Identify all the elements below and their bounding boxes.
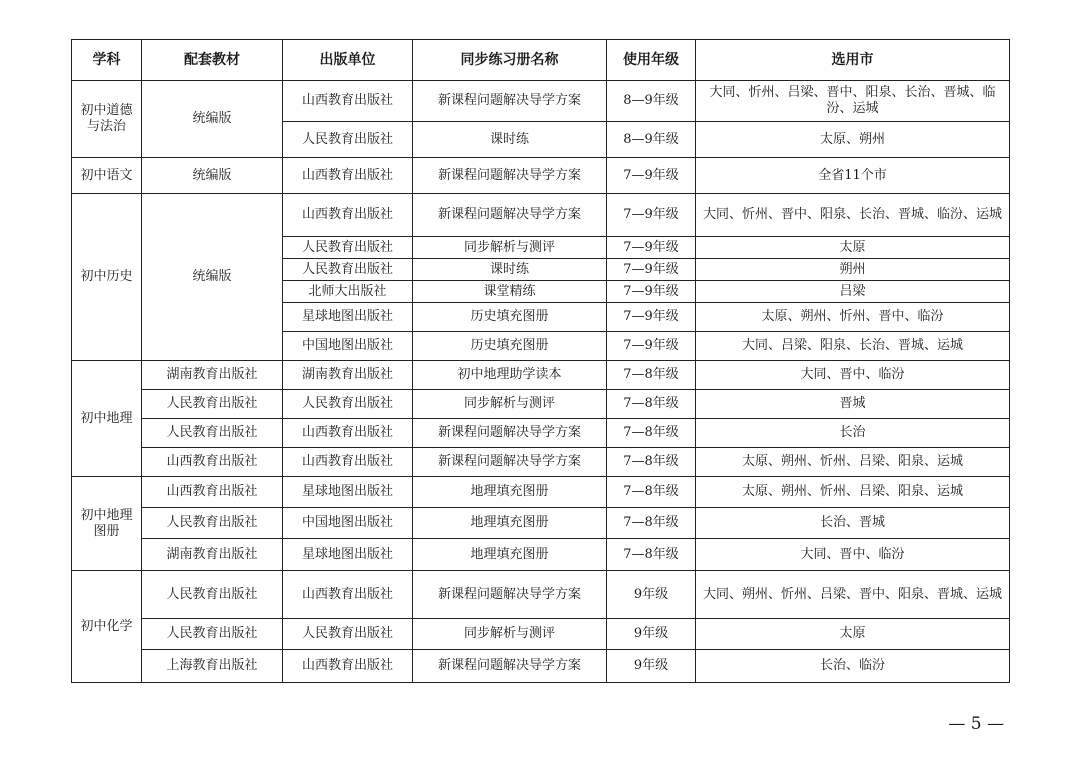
cities-cell: 吕梁: [696, 281, 1010, 303]
textbook-cell: 山西教育出版社: [142, 448, 283, 477]
grade-cell: 7—8年级: [607, 448, 696, 477]
table-row: [72, 81, 1010, 122]
publisher-cell: 湖南教育出版社: [283, 361, 413, 390]
cities-cell: 太原、朔州、忻州、吕梁、阳泉、运城: [696, 448, 1010, 477]
textbook-cell: 统编版: [142, 81, 283, 158]
header-textbook: 配套教材: [142, 40, 283, 81]
subject-cell: 初中语文: [72, 158, 142, 194]
table-row: [72, 477, 1010, 508]
workbook-cell: 初中地理助学读本: [413, 361, 607, 390]
workbook-cell: 课时练: [413, 122, 607, 158]
publisher-cell: 中国地图出版社: [283, 508, 413, 539]
grade-cell: 7—8年级: [607, 477, 696, 508]
publisher-cell: 山西教育出版社: [283, 448, 413, 477]
publisher-cell: 山西教育出版社: [283, 194, 413, 237]
workbook-cell: 历史填充图册: [413, 303, 607, 332]
grade-cell: 7—9年级: [607, 303, 696, 332]
publisher-cell: 山西教育出版社: [283, 650, 413, 683]
workbook-cell: 课堂精练: [413, 281, 607, 303]
table-row: [72, 390, 1010, 419]
grade-cell: 8—9年级: [607, 122, 696, 158]
subject-cell: 初中地理图册: [72, 477, 142, 571]
cities-cell: 长治、晋城: [696, 508, 1010, 539]
table-row: [72, 448, 1010, 477]
table-row: [72, 158, 1010, 194]
subject-cell: 初中历史: [72, 194, 142, 361]
publisher-cell: 人民教育出版社: [283, 390, 413, 419]
cities-cell: 太原、朔州、忻州、吕梁、阳泉、运城: [696, 477, 1010, 508]
table-row: [72, 650, 1010, 683]
grade-cell: 9年级: [607, 619, 696, 650]
table-row: [72, 571, 1010, 619]
grade-cell: 7—9年级: [607, 281, 696, 303]
publisher-cell: 中国地图出版社: [283, 332, 413, 361]
textbook-cell: 湖南教育出版社: [142, 361, 283, 390]
cities-cell: 晋城: [696, 390, 1010, 419]
textbook-cell: 湖南教育出版社: [142, 539, 283, 571]
publisher-cell: 山西教育出版社: [283, 571, 413, 619]
cities-cell: 太原: [696, 619, 1010, 650]
cities-cell: 大同、晋中、临汾: [696, 539, 1010, 571]
grade-cell: 9年级: [607, 650, 696, 683]
grade-cell: 7—8年级: [607, 508, 696, 539]
textbook-cell: 人民教育出版社: [142, 571, 283, 619]
page-number: — 5 —: [948, 714, 1004, 734]
textbook-cell: 人民教育出版社: [142, 390, 283, 419]
workbook-cell: 地理填充图册: [413, 477, 607, 508]
cities-cell: 朔州: [696, 259, 1010, 281]
publisher-cell: 人民教育出版社: [283, 122, 413, 158]
textbook-cell: 上海教育出版社: [142, 650, 283, 683]
table-row: [72, 361, 1010, 390]
workbook-cell: 课时练: [413, 259, 607, 281]
grade-cell: 7—8年级: [607, 361, 696, 390]
workbook-cell: 地理填充图册: [413, 539, 607, 571]
workbook-cell: 新课程问题解决导学方案: [413, 571, 607, 619]
subject-cell: 初中道德与法治: [72, 81, 142, 158]
cities-cell: 全省11个市: [696, 158, 1010, 194]
grade-cell: 7—9年级: [607, 194, 696, 237]
grade-cell: 7—9年级: [607, 332, 696, 361]
cities-cell: 长治: [696, 419, 1010, 448]
cities-cell: 太原、朔州: [696, 122, 1010, 158]
table-row: [72, 194, 1010, 237]
header-grade: 使用年级: [607, 40, 696, 81]
publisher-cell: 山西教育出版社: [283, 81, 413, 122]
workbook-cell: 新课程问题解决导学方案: [413, 448, 607, 477]
textbook-cell: 统编版: [142, 158, 283, 194]
grade-cell: 7—8年级: [607, 539, 696, 571]
grade-cell: 7—9年级: [607, 158, 696, 194]
table-row: [72, 619, 1010, 650]
workbook-cell: 新课程问题解决导学方案: [413, 194, 607, 237]
grade-cell: 7—9年级: [607, 259, 696, 281]
subject-cell: 初中化学: [72, 571, 142, 683]
cities-cell: 大同、吕梁、阳泉、长治、晋城、运城: [696, 332, 1010, 361]
grade-cell: 7—8年级: [607, 419, 696, 448]
grade-cell: 8—9年级: [607, 81, 696, 122]
header-publisher: 出版单位: [283, 40, 413, 81]
publisher-cell: 人民教育出版社: [283, 237, 413, 259]
workbook-cell: 历史填充图册: [413, 332, 607, 361]
grade-cell: 7—8年级: [607, 390, 696, 419]
cities-cell: 大同、忻州、晋中、阳泉、长治、晋城、临汾、运城: [696, 194, 1010, 237]
workbook-cell: 新课程问题解决导学方案: [413, 419, 607, 448]
header-cities: 选用市: [696, 40, 1010, 81]
workbook-cell: 新课程问题解决导学方案: [413, 81, 607, 122]
workbook-cell: 同步解析与测评: [413, 237, 607, 259]
cities-cell: 大同、忻州、吕梁、晋中、阳泉、长治、晋城、临汾、运城: [696, 81, 1010, 122]
publisher-cell: 星球地图出版社: [283, 539, 413, 571]
table-row: [72, 419, 1010, 448]
grade-cell: 9年级: [607, 571, 696, 619]
publisher-cell: 星球地图出版社: [283, 303, 413, 332]
grade-cell: 7—9年级: [607, 237, 696, 259]
publisher-cell: 山西教育出版社: [283, 419, 413, 448]
cities-cell: 太原、朔州、忻州、晋中、临汾: [696, 303, 1010, 332]
cities-cell: 大同、晋中、临汾: [696, 361, 1010, 390]
publisher-cell: 人民教育出版社: [283, 259, 413, 281]
workbook-cell: 地理填充图册: [413, 508, 607, 539]
subject-cell: 初中地理: [72, 361, 142, 477]
publisher-cell: 北师大出版社: [283, 281, 413, 303]
textbook-cell: 人民教育出版社: [142, 419, 283, 448]
cities-cell: 长治、临汾: [696, 650, 1010, 683]
cities-cell: 太原: [696, 237, 1010, 259]
cities-cell: 大同、朔州、忻州、吕梁、晋中、阳泉、晋城、运城: [696, 571, 1010, 619]
textbook-cell: 人民教育出版社: [142, 619, 283, 650]
table-row: [72, 508, 1010, 539]
publisher-cell: 山西教育出版社: [283, 158, 413, 194]
workbook-cell: 新课程问题解决导学方案: [413, 158, 607, 194]
workbook-cell: 同步解析与测评: [413, 619, 607, 650]
header-row: [72, 40, 1010, 81]
header-workbook: 同步练习册名称: [413, 40, 607, 81]
header-subject: 学科: [72, 40, 142, 81]
workbook-cell: 同步解析与测评: [413, 390, 607, 419]
textbook-cell: 山西教育出版社: [142, 477, 283, 508]
textbook-cell: 人民教育出版社: [142, 508, 283, 539]
textbook-selection-table: [71, 39, 1010, 683]
textbook-cell: 统编版: [142, 194, 283, 361]
table-row: [72, 539, 1010, 571]
workbook-cell: 新课程问题解决导学方案: [413, 650, 607, 683]
publisher-cell: 人民教育出版社: [283, 619, 413, 650]
publisher-cell: 星球地图出版社: [283, 477, 413, 508]
